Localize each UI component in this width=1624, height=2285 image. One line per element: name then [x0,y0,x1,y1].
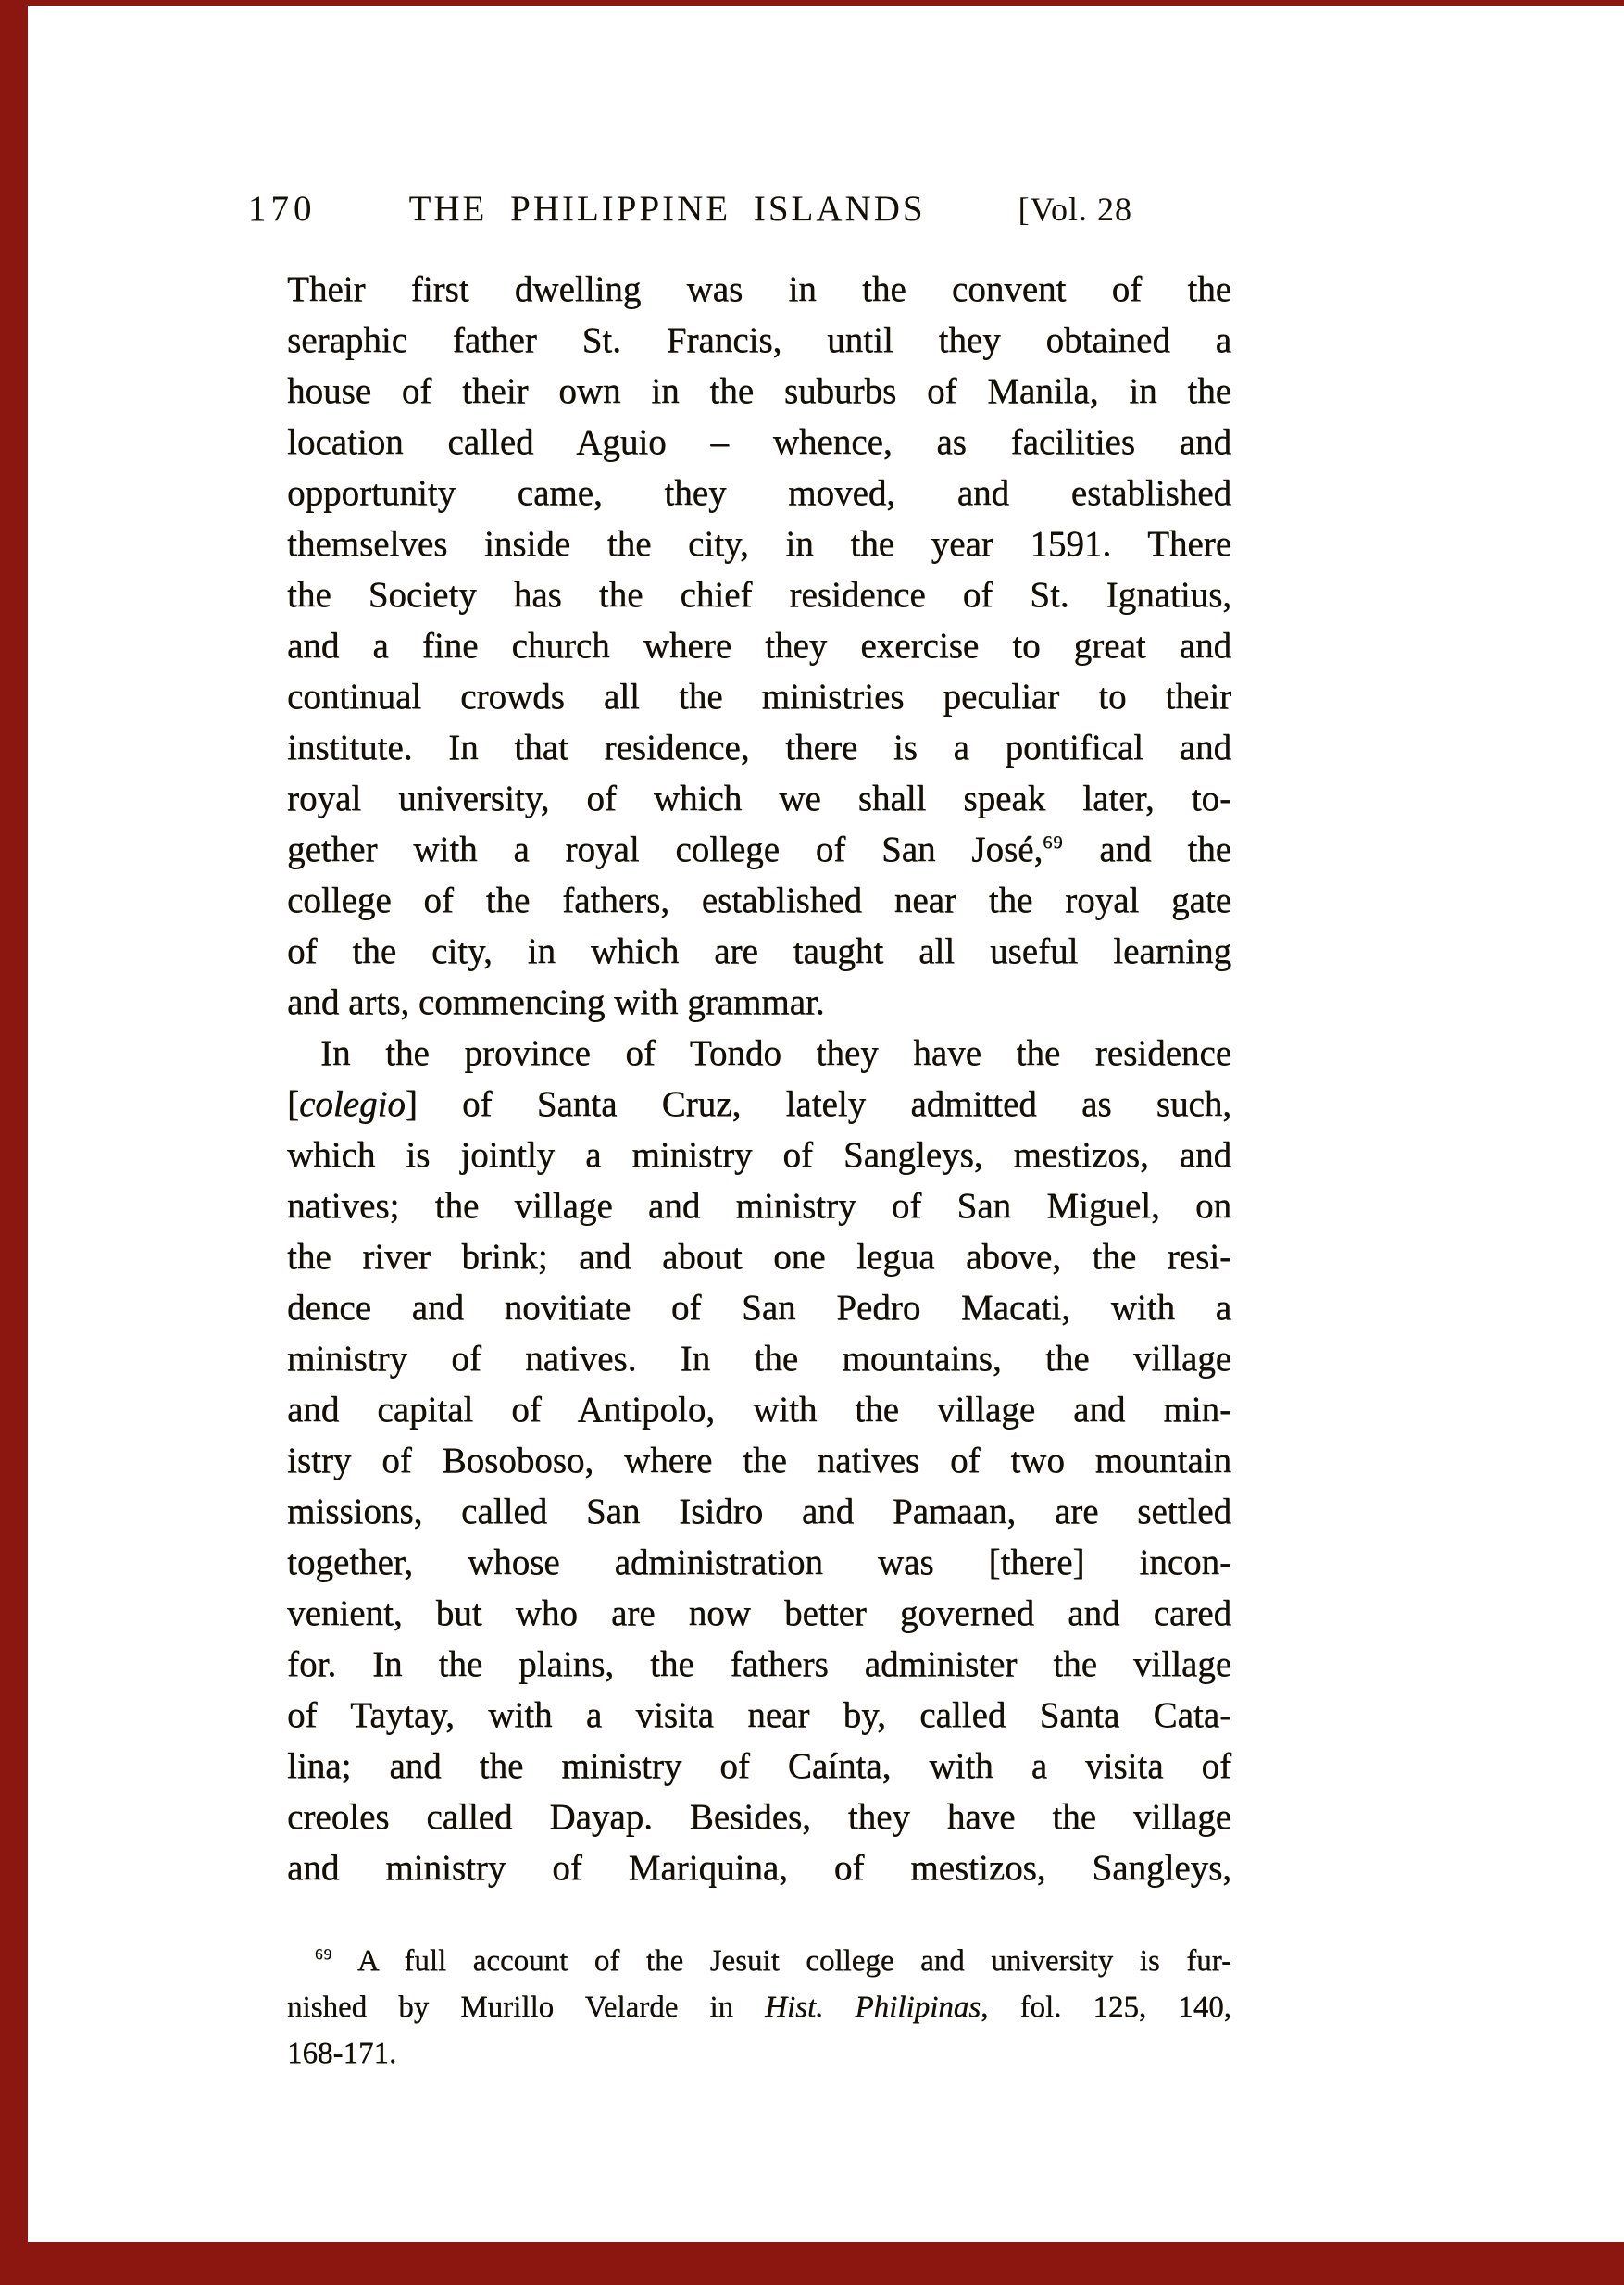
running-header [248,188,1132,230]
footnote-line: $^{69}$ A full account of the Jesuit college and university is fur- [315,1944,1231,1978]
text-line: together, whose administration was [there] incon- [287,1542,1231,1582]
running-title: THE PHILIPPINE ISLANDS [408,189,926,229]
text-line: lina; and the ministry of Caínta, with a visita of [287,1746,1231,1786]
text-line: venient, but who are now better governed and cared [287,1593,1231,1633]
text-line: of the city, in which are taught all useful learning [287,931,1231,971]
text-line: royal university, of which we shall speak later, to- [287,779,1231,818]
text-line: and ministry of Mariquina, of mestizos, Sangleys, [287,1848,1231,1888]
text-line: the Society has the chief residence of St. Ignatius, [287,575,1231,615]
text-line: continual crowds all the ministries peculiar to their [287,677,1231,717]
text-line: opportunity came, they moved, and established [287,473,1231,513]
text-line: institute. In that residence, there is a pontifical and [287,728,1231,768]
text-line: [colegio] of Santa Cruz, lately admitted as such, [287,1084,1231,1124]
text-line: college of the fathers, established near the royal gate [287,880,1231,920]
text-line: the river brink; and about one legua above, the resi- [287,1237,1231,1277]
text-line: and capital of Antipolo, with the village and min- [287,1390,1231,1430]
text-line: In the province of Tondo they have the residence [320,1033,1231,1073]
page-edge-top [0,0,1624,6]
volume-label: [Vol. 28 [1018,191,1132,228]
paragraph [287,1938,1231,2077]
text-line: and a fine church where they exercise to great and [287,626,1231,666]
paragraph [287,1028,1231,1893]
text-line: missions, called San Isidro and Pamaan, are settled [287,1492,1231,1531]
paragraph [287,264,1231,1028]
text-line: house of their own in the suburbs of Manila, in the [287,371,1231,411]
text-line: istry of Bosoboso, where the natives of two mountain [287,1441,1231,1480]
body-text [287,264,1231,1893]
page-number: 170 [248,189,317,229]
text-line: creoles called Dayap. Besides, they have the village [287,1797,1231,1837]
footnote-line: 168-171. [287,2037,397,2070]
text-line: ministry of natives. In the mountains, the village [287,1339,1231,1379]
text-line: dence and novitiate of San Pedro Macati, with a [287,1288,1231,1328]
footnote-line: nished by Murillo Velarde in Hist. Philipinas, fol. 125, 140, [287,1991,1231,2024]
text-line: and arts, commencing with grammar. [287,982,825,1022]
text-line: gether with a royal college of San José,$^{69}$ and the [287,830,1231,869]
text-line: which is jointly a ministry of Sangleys, mestizos, and [287,1135,1231,1175]
page-edge-left [0,0,28,2285]
text-line: themselves inside the city, in the year 1591. There [287,524,1231,564]
text-line: for. In the plains, the fathers administer the village [287,1644,1231,1684]
text-line: location called Aguio – whence, as facilities and [287,422,1231,462]
text-line: natives; the village and ministry of San Miguel, on [287,1186,1231,1226]
text-line: seraphic father St. Francis, until they obtained a [287,320,1231,360]
text-line: Their first dwelling was in the convent of the [287,269,1231,309]
text-line: of Taytay, with a visita near by, called Santa Cata- [287,1695,1231,1735]
footnote [287,1938,1231,2077]
page-edge-bottom [0,2242,1624,2285]
